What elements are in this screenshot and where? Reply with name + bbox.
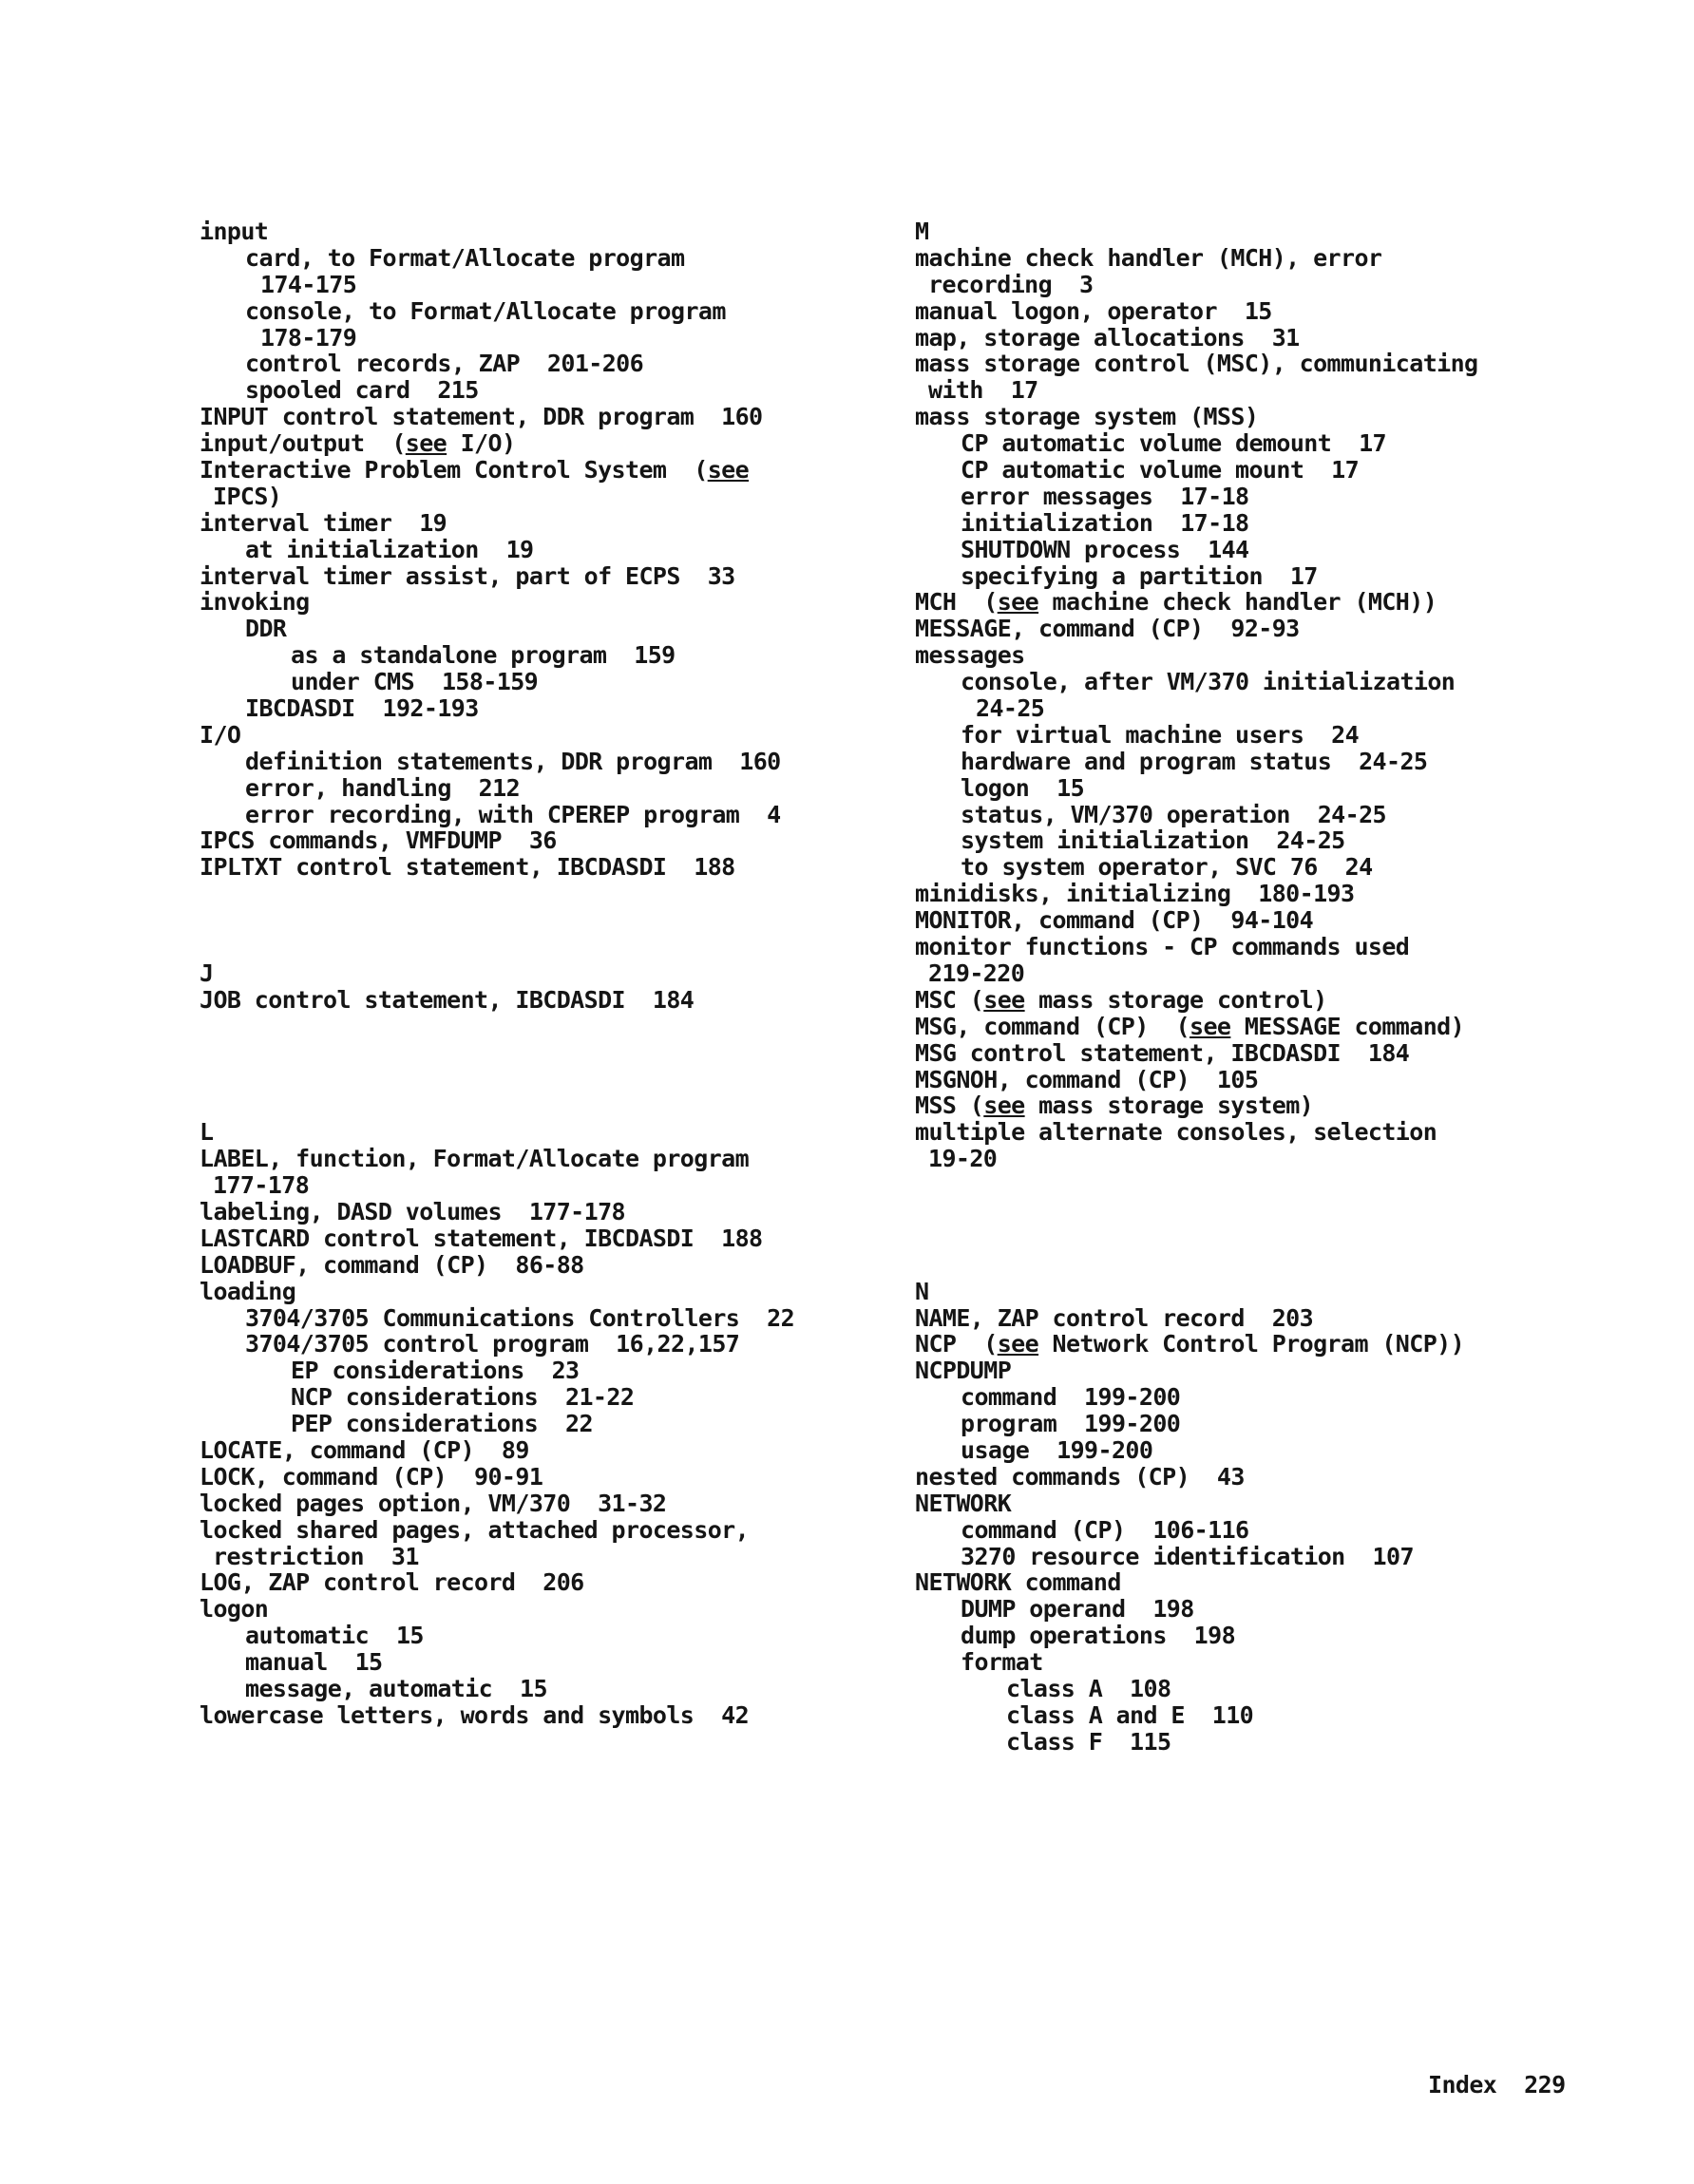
page-footer xyxy=(1428,2071,1566,2099)
index-entry: error, handling 212 xyxy=(245,773,521,802)
section-letter-heading: N xyxy=(915,1277,929,1305)
spacer xyxy=(915,1225,1665,1252)
index-entry: LASTCARD control statement, IBCDASDI 188 xyxy=(200,1224,763,1252)
index-entry: CP automatic volume mount 17 xyxy=(961,456,1360,484)
index-entry: 19-20 xyxy=(928,1145,998,1173)
index-entry: LOCK, command (CP) 90-91 xyxy=(200,1462,543,1491)
index-entry: LOADBUF, command (CP) 86-88 xyxy=(200,1250,584,1279)
index-entry: MESSAGE, command (CP) 92-93 xyxy=(915,615,1300,643)
index-entry: MCH (see machine check handler (MCH)) xyxy=(915,588,1437,617)
index-entry: MSS (see mass storage system) xyxy=(915,1092,1314,1120)
index-entry: class A and E 110 xyxy=(1006,1700,1254,1729)
index-entry: 24-25 xyxy=(976,694,1045,723)
see-reference: see xyxy=(707,456,750,484)
index-entry: NCP considerations 21-22 xyxy=(291,1383,635,1412)
index-entry: NCP (see Network Control Program (NCP)) xyxy=(915,1330,1465,1358)
index-entry: 174-175 xyxy=(260,270,357,298)
footer-section-label: Index xyxy=(1428,2071,1497,2099)
see-reference: see xyxy=(997,1330,1039,1358)
index-entry: 219-220 xyxy=(928,959,1025,987)
index-entry: under CMS 158-159 xyxy=(291,668,539,696)
index-entry: 3270 resource identification 107 xyxy=(961,1542,1414,1570)
index-entry: control records, ZAP 201-206 xyxy=(245,350,644,378)
index-entry: command 199-200 xyxy=(961,1383,1181,1412)
index-entry: 3704/3705 control program 16,22,157 xyxy=(245,1330,740,1358)
index-entry: console, to Format/Allocate program xyxy=(245,296,726,325)
index-entry: manual logon, operator 15 xyxy=(915,296,1272,325)
spacer xyxy=(200,934,950,960)
page-number: 229 xyxy=(1524,2071,1566,2099)
index-entry: mass storage system (MSS) xyxy=(915,403,1259,431)
see-reference: see xyxy=(983,1092,1025,1120)
index-entry: MSG control statement, IBCDASDI 184 xyxy=(915,1038,1410,1067)
index-entry: definition statements, DDR program 160 xyxy=(245,747,781,775)
index-entry: 3704/3705 Communications Controllers 22 xyxy=(245,1303,795,1332)
index-entry: as a standalone program 159 xyxy=(291,641,676,670)
index-entry: JOB control statement, IBCDASDI 184 xyxy=(200,985,695,1014)
spacer xyxy=(200,1092,950,1119)
index-entry: CP automatic volume demount 17 xyxy=(961,429,1386,458)
index-entry: 177-178 xyxy=(213,1171,310,1200)
spacer xyxy=(200,907,950,934)
index-entry: locked pages option, VM/370 31-32 xyxy=(200,1489,667,1517)
index-entry: recording 3 xyxy=(928,270,1094,298)
index-entry: with 17 xyxy=(928,376,1038,405)
index-entry: logon 15 xyxy=(961,773,1085,802)
index-entry: to system operator, SVC 76 24 xyxy=(961,853,1373,882)
index-entry: NCPDUMP xyxy=(915,1357,1012,1385)
index-entry: message, automatic 15 xyxy=(245,1674,547,1702)
index-entry: multiple alternate consoles, selection xyxy=(915,1118,1437,1147)
index-column-left xyxy=(200,218,950,1729)
index-entry: IPLTXT control statement, IBCDASDI 188 xyxy=(200,853,735,882)
index-entry: specifying a partition 17 xyxy=(961,561,1318,590)
index-entry: MSG, command (CP) (see MESSAGE command) xyxy=(915,1012,1465,1040)
spacer xyxy=(915,1252,1665,1279)
index-entry: LOG, ZAP control record 206 xyxy=(200,1568,584,1597)
index-entry: invoking xyxy=(200,588,310,617)
index-entry: locked shared pages, attached processor, xyxy=(200,1515,750,1544)
index-entry: EP considerations 23 xyxy=(291,1357,580,1385)
index-entry: class F 115 xyxy=(1006,1727,1171,1756)
see-reference: see xyxy=(983,985,1025,1014)
spacer xyxy=(200,1014,950,1040)
index-entry: Interactive Problem Control System (see xyxy=(200,456,750,484)
index-entry: nested commands (CP) 43 xyxy=(915,1462,1245,1491)
index-entry: hardware and program status 24-25 xyxy=(961,747,1428,775)
index-entry: console, after VM/370 initialization xyxy=(961,668,1456,696)
index-entry: system initialization 24-25 xyxy=(961,826,1345,855)
index-entry: 178-179 xyxy=(260,323,357,351)
index-entry: map, storage allocations 31 xyxy=(915,323,1300,351)
spacer xyxy=(915,1199,1665,1225)
index-entry: labeling, DASD volumes 177-178 xyxy=(200,1197,625,1225)
index-entry: for virtual machine users 24 xyxy=(961,720,1360,749)
index-entry: loading xyxy=(200,1277,296,1305)
spacer xyxy=(200,881,950,907)
index-entry: spooled card 215 xyxy=(245,376,479,405)
index-entry: interval timer assist, part of ECPS 33 xyxy=(200,561,735,590)
index-entry: messages xyxy=(915,641,1025,670)
index-entry: NETWORK xyxy=(915,1489,1012,1517)
index-entry: MSC (see mass storage control) xyxy=(915,985,1327,1014)
see-reference: see xyxy=(997,588,1039,617)
index-entry: manual 15 xyxy=(245,1648,383,1677)
see-reference: see xyxy=(1190,1012,1231,1040)
see-reference: see xyxy=(405,429,447,458)
index-entry: error recording, with CPEREP program 4 xyxy=(245,800,781,828)
index-entry: automatic 15 xyxy=(245,1622,424,1650)
spacer xyxy=(200,1040,950,1067)
index-entry: LABEL, function, Format/Allocate program xyxy=(200,1145,750,1173)
index-entry: input xyxy=(200,218,269,245)
index-entry: DDR xyxy=(245,615,287,643)
index-entry: input/output (see I/O) xyxy=(200,429,516,458)
index-entry: interval timer 19 xyxy=(200,508,447,537)
index-entry: dump operations 198 xyxy=(961,1622,1236,1650)
spacer xyxy=(915,1172,1665,1199)
index-entry: at initialization 19 xyxy=(245,535,534,563)
section-letter-heading: L xyxy=(200,1118,214,1147)
index-entry: program 199-200 xyxy=(961,1410,1181,1438)
spacer xyxy=(200,1067,950,1093)
index-entry: I/O xyxy=(200,720,241,749)
index-entry: initialization 17-18 xyxy=(961,508,1249,537)
index-entry: class A 108 xyxy=(1006,1674,1171,1702)
index-entry: logon xyxy=(200,1595,269,1624)
index-entry: INPUT control statement, DDR program 160 xyxy=(200,403,763,431)
index-entry: IPCS commands, VMFDUMP 36 xyxy=(200,826,557,855)
index-entry: command (CP) 106-116 xyxy=(961,1515,1249,1544)
index-entry: PEP considerations 22 xyxy=(291,1410,593,1438)
index-entry: IBCDASDI 192-193 xyxy=(245,694,479,723)
index-entry: NETWORK command xyxy=(915,1568,1121,1597)
index-entry: DUMP operand 198 xyxy=(961,1595,1194,1624)
index-entry: minidisks, initializing 180-193 xyxy=(915,880,1355,908)
index-entry: format xyxy=(961,1648,1043,1677)
index-entry: status, VM/370 operation 24-25 xyxy=(961,800,1386,828)
index-entry: LOCATE, command (CP) 89 xyxy=(200,1435,529,1464)
index-entry: SHUTDOWN process 144 xyxy=(961,535,1249,563)
index-entry: monitor functions - CP commands used xyxy=(915,933,1410,961)
index-entry: usage 199-200 xyxy=(961,1435,1153,1464)
index-entry: MONITOR, command (CP) 94-104 xyxy=(915,906,1314,935)
index-entry: lowercase letters, words and symbols 42 xyxy=(200,1700,750,1729)
index-entry: error messages 17-18 xyxy=(961,482,1249,510)
index-entry: machine check handler (MCH), error xyxy=(915,243,1382,272)
index-entry: restriction 31 xyxy=(213,1542,419,1570)
index-entry: IPCS) xyxy=(213,482,282,510)
index-entry: card, to Format/Allocate program xyxy=(245,243,685,272)
section-letter-heading: J xyxy=(200,959,214,987)
index-entry: mass storage control (MSC), communicating xyxy=(915,350,1478,378)
section-letter-heading: M xyxy=(915,218,929,245)
index-entry: MSGNOH, command (CP) 105 xyxy=(915,1065,1259,1093)
index-column-right xyxy=(915,218,1665,1756)
index-entry: NAME, ZAP control record 203 xyxy=(915,1303,1314,1332)
